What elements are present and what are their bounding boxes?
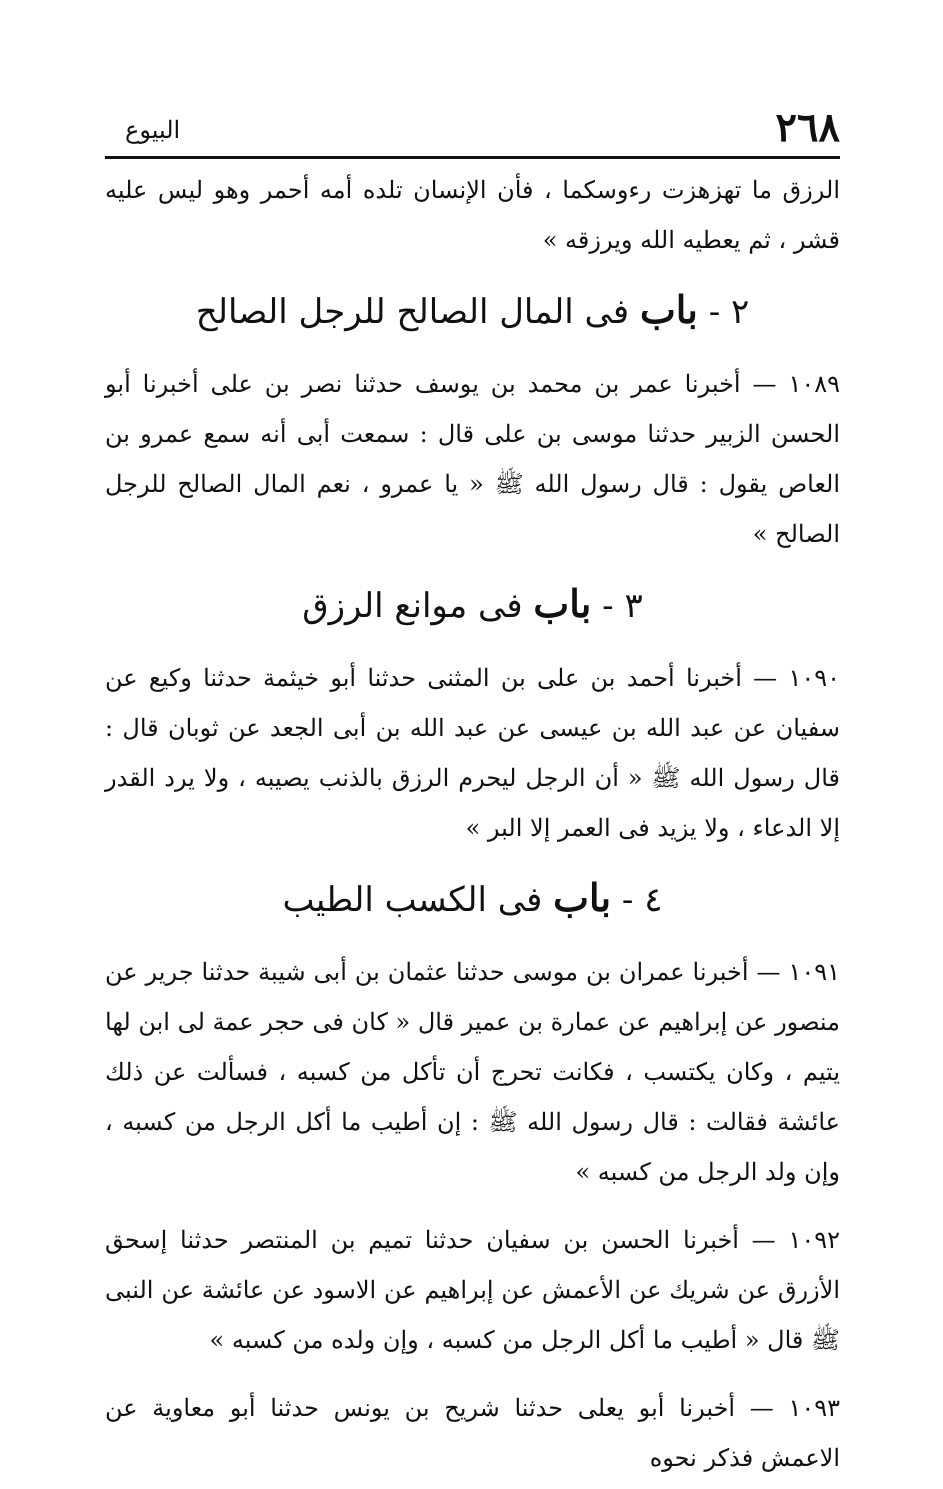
header-rule [105,156,840,159]
chapter-title: فى المال الصالح للرجل الصالح [195,292,630,332]
chapter-title: فى الكسب الطيب [282,880,543,920]
page-header [105,100,840,156]
hadith-paragraph: ١٠٨٩ — أخبرنا عمر بن محمد بن يوسف حدثنا نصر بن على أخبرنا أبو الحسن الزبير حدثنا موسى بن على قال : سمعت أبى أنه سمع عمرو بن العاص يقول : قال رسول الله ﷺ « يا عمرو ، نعم المال الصالح للرجل الصالح » [105,370,840,548]
chapter-heading [105,285,840,337]
chapter-number: ٤ - [621,880,663,920]
chapter-title: فى موانع الرزق [302,586,523,626]
page-number: ٢٦٨ [775,104,840,151]
chapter-heading [105,873,840,925]
hadith-paragraph: ١٠٩٠ — أخبرنا أحمد بن على بن المثنى حدثنا أبو خيثمة حدثنا وكيع عن سفيان عن عبد الله بن عيسى عن عبد الله بن أبى الجعد عن ثوبان قال : قال رسول الله ﷺ « أن الرجل ليحرم الرزق بالذنب يصيبه ، ولا يرد القدر إلا الدعاء ، ولا يزيد فى العمر إلا البر » [105,664,840,842]
hadith-paragraph: ١٠٩٢ — أخبرنا الحسن بن سفيان حدثنا تميم بن المنتصر حدثنا إسحق الأزرق عن شريك عن الأعمش عن إبراهيم عن الاسود عن عائشة عن النبى ﷺ قال « أطيب ما أكل الرجل من كسبه ، وإن ولده من كسبه » [105,1226,840,1354]
hadith-paragraph: ١٠٩٣ — أخبرنا أبو يعلى حدثنا شريح بن يونس حدثنا أبو معاوية عن الاعمش فذكر نحوه [105,1394,840,1472]
chapter-number: ٣ - [602,586,643,626]
book-page [105,100,840,1489]
chapter-heading [105,579,840,631]
chapter-bab-word: باب [553,875,612,920]
running-title: البيوع [125,116,181,144]
chapter-bab-word: باب [639,287,698,332]
paragraph-gap [105,1371,840,1383]
chapter-number: ٢ - [708,292,750,332]
paragraph-gap [105,1203,840,1215]
intro-paragraph: الرزق ما تهزهزت رءوسكما ، فأن الإنسان تلده أمه أحمر وهو ليس عليه قشر ، ثم يعطيه الله ويرزقه » [105,176,840,254]
hadith-paragraph: ١٠٩١ — أخبرنا عمران بن موسى حدثنا عثمان بن أبى شيبة حدثنا جرير عن منصور عن إبراهيم عن عمارة بن عمير قال « كان فى حجر عمة لى ابن لها يتيم ، وكان يكتسب ، فكانت تحرج أن تأكل من كسبه ، فسألت عن ذلك عائشة فقالت : قال رسول الله ﷺ : إن أطيب ما أكل الرجل من كسبه ، وإن ولد الرجل من كسبه » [105,958,841,1186]
chapter-bab-word: باب [533,581,592,626]
